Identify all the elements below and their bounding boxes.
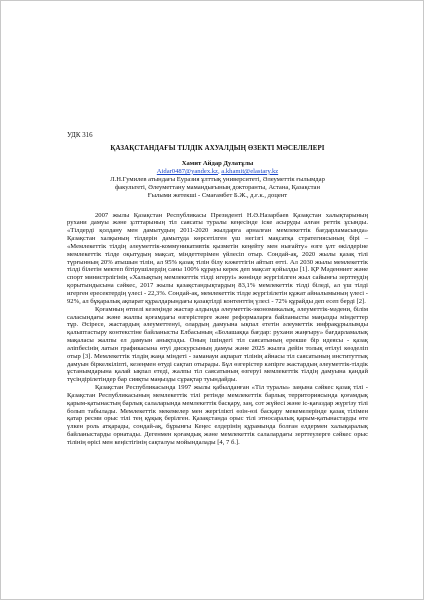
affiliation-line-2: факультеті, Әлеуметтану мамандығының докторанты, Астана, Қазақстан [114, 183, 321, 191]
udk-code: УДК 316 [67, 132, 93, 139]
article-title: ҚАЗАҚСТАНДАҒЫ ТІЛДІК АХУАЛДЫҢ ӨЗЕКТІ МӘСЕЛЕЛЕРІ [110, 145, 325, 152]
paragraph-1: 2007 жылы Қазақстан Республикасы Президенті Н.Ә.Назарбаев Қазақстан халықтарының рухани дамуы және ұлттарының тіл саясаты туралы кеңесінде іске асыруды алған реттік ұсынды. «Тілдерді қолдану мен дамытудың 2011-2020 жылдарға арналған мемлекеттік бағдарламасында» Қазақстан халқының тілдерін дамытуда көрсетілген үш негізгі мақсатқа стратегиясының бірі – «Мемлекеттік тілдің әлеуметтік-коммуникативтік қызметін кеңейту мен нығайту» өзге ұлт өкілдеріне мемлекеттік тілде оқытудың мақсат, міндеттерімен үйлесіп отыр. Сондай-ақ, 2020 жылы қазақ тілі түрғынның 20% атышын тілін, ал 95% қазақ тілін білу кәжеттігін айтып өтті. Ал 2030 жылы мемлекеттік тілді білетін мектеп бітірушілердің саны 100% құрауы керек деп мақсат қойылды [1]. ҚР Мәденниет және спорт министрлігінің «Халықтың мемлекеттік тілді игеруі» жөнінде жүргізілген жыл сайынғы зерттеудің қорытындысына сәйкес, 2017 жылы қазақстандықтардың 83,1% мемлекеттік тілді біледі, ал үш тілді игерген ересектердің үлесі - 22,3%. Сондай-ақ, мемлекеттік тілде жүргізілетін құжат айналымының үлесі - 92%, ал бұқаралық ақпарат құралдарындағы қазақтілді контенттің үлесі - 72% құрайды деп есеп берді [2]. [67, 211, 368, 305]
paragraph-3: Қазақстан Республикасында 1997 жылы қабылданған «Тіл туралы» заңына сәйкес қазақ тілі - Қазақстан Республикасының мемлекеттік тілі ретінде мемлекеттік барлық территориясында қоғамдық қарым-қатынастың барлық салаларында мемлекеттік басқару, заң, сот жүйесі және іс-қағаздар жүргізу тілі болып табылады. Мемлекеттік мекемелер мен жергілікті өзін-өзі басқару мекемелерінде қазақ тілімен қатар ресми орыс тілі тең құқық берілген. Қазақстанда орыс тілі этносаралық қарым-қатынастарды өте үлкен роль атқарады, сондай-ақ, бұрынғы Кеңес елдерінің құрамында болған елдермен халықаралық байланыстарды орнатады. Дегенмен қоғамдық және мемлекеттік салалардағы зерттеулерге сәйкес орыс тілінің өрісі мен кеңістігінің сақталуы мойындалады [4, 7 б.]. [67, 384, 368, 446]
author-name: Хамит Айдар Дулатұлы [181, 160, 254, 167]
article-body [67, 212, 368, 447]
author-emails [67, 168, 368, 176]
article [67, 132, 368, 447]
email-separator: , [217, 167, 222, 175]
author-block [67, 160, 368, 200]
affiliation-line-1: Л.Н.Гумилев атындағы Еуразия ұлттық университеті, Әлеуметтік ғылымдар [110, 175, 325, 183]
paragraph-2: Қоғамның өтпелі кезеңінде жастар алдында әлеуметтік-экономикалық, әлеуметтік-мәдени, білім саласындағы және жалпы қоғамдағы өзгерістерге және реформаларға байланысты маңызды міндеттер тұр. Әсіресе, жастардың әлеуметтенуі, олардың дамуына ықпал ететін әлеуметтік инфрақұрылымды қалыптастыру контекстіне байланысты Елбасының «Болашаққа бағдар: рухани жаңғыру» бағдарламалық мақаласы жалпы ел дамуын анықтады. Оның ішіндегі тіл саясатының ерекше бір идеясы - қазақ әліпбесінің латын графикасына өтуі дискурсының дамуы және 2025 жылға дейін толық өтілуі көзделіп отыр [3]. Мемлекеттік тілдің жаңа міндеті - заманауи ақпарат тілінің айнасы тіл саясатының институттық дамуын біркелкіліпті, кезеңмен өтуді сақтап отырады. Бұл өзгерістер кәпірге жастардың әлеуметтік-тілдік ұстанымдарына қалай ықпал етеді, жалпы тіл саясатының өзгеруі мемлекеттік тілдің дамуына қандай түсіндірілетіндер бар сияқты маңызды сұрақтар туындайды. [67, 305, 368, 384]
author-email-link-2[interactable]: a.khamit@elastary.kz [221, 167, 279, 175]
author-email-link-1[interactable]: Aidar0487@yandex.kz [156, 167, 218, 175]
supervisor-line: Ғылыми жетекші - Смағамбет Б.Ж., д.ғ.к., доцент [147, 191, 288, 199]
